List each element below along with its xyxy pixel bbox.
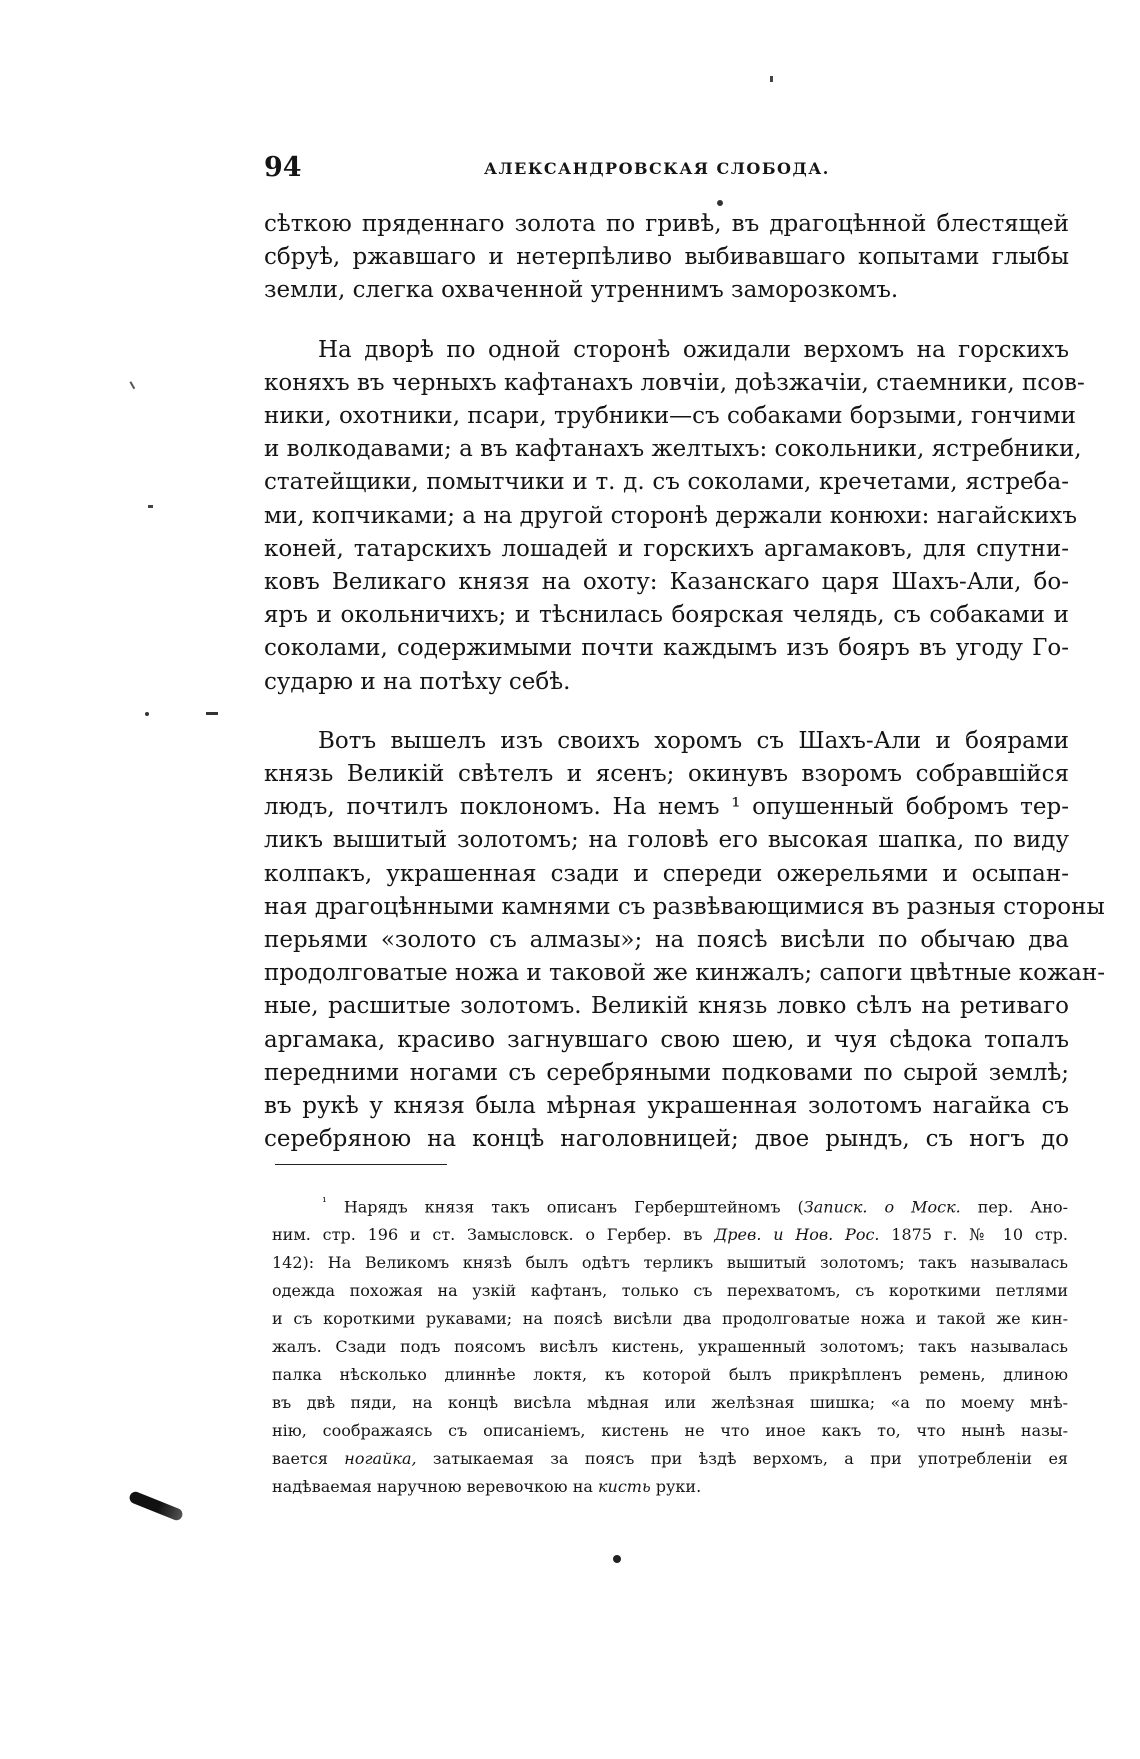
text-line: людъ, почтилъ поклономъ. На немъ ¹ опушенный бобромъ тер-	[264, 794, 1069, 821]
paragraph	[264, 208, 1069, 308]
text-line: въ рукѣ у князя была мѣрная украшенная золотомъ нагайка съ	[264, 1093, 1069, 1120]
text-line: серебряною на концѣ наголовницей; двое рындъ, съ ногъ до	[264, 1126, 1069, 1153]
text-line: продолговатые ножа и таковой же кинжалъ; сапоги цвѣтные кожан-	[264, 960, 1105, 987]
main-text	[264, 208, 1105, 1156]
text-line: аргамака, красиво загнувшаго свою шею, и чуя сѣдока топалъ	[264, 1026, 1069, 1053]
text-line: коней, татарскихъ лошадей и горскихъ аргамаковъ, для спутни-	[264, 535, 1069, 562]
footnote-marker: ¹	[322, 1195, 327, 1209]
text-line: коняхъ въ черныхъ кафтанахъ ловчiи, доѣзжачiи, стаемники, псов-	[264, 369, 1085, 396]
text-line: колпакъ, украшенная сзади и спереди ожерельями и осыпан-	[264, 860, 1069, 887]
footnote-line: одежда похожая на узкiй кафтанъ, только съ перехватомъ, съ короткими петлями	[272, 1281, 1068, 1301]
text-line: земли, слегка охваченной утреннимъ заморозкомъ.	[264, 277, 899, 304]
text-line: и волкодавами; а въ кафтанахъ желтыхъ: сокольники, ястребники,	[264, 436, 1082, 463]
footnote-line: нiю, соображаясь съ описанiемъ, кистень не что иное какъ то, что нынѣ назы-	[272, 1421, 1068, 1441]
text-line: князь Великiй свѣтелъ и ясенъ; окинувъ взоромъ собравшiйся	[264, 761, 1069, 788]
footnote-line: $^{^1}$ Нарядъ князя такъ описанъ Герберштейномъ (Записк. о Моск. пер. Ано-	[322, 1195, 1069, 1217]
text-line: ми, копчиками; а на другой сторонѣ держали конюхи: нагайскихъ	[264, 502, 1078, 529]
footnote-line: жалъ. Сзади подъ поясомъ висѣлъ кистень, украшенный золотомъ; такъ называлась	[272, 1337, 1068, 1357]
text-line: ные, расшитые золотомъ. Великiй князь ловко сѣлъ на ретиваго	[264, 993, 1069, 1020]
text-line: ковъ Великаго князя на охоту: Казанскаго царя Шахъ-Али, бо-	[264, 569, 1069, 596]
footnote-line: надѣваемая наручною веревочкою на кисть руки.	[272, 1477, 702, 1497]
footnote-line: ним. стр. 196 и ст. Замысловск. о Гербер. въ Древ. и Нов. Рос. 1875 г. № 10 стр.	[272, 1225, 1069, 1245]
text-line: ная драгоцѣнными камнями съ развѣвающимися въ разныя стороны	[264, 893, 1105, 920]
text-line: перьями «золото съ алмазы»; на поясѣ висѣли по обычаю два	[264, 927, 1069, 954]
footnote-line: палка нѣсколько длиннѣе локтя, къ которой былъ прикрѣпленъ ремень, длиною	[272, 1365, 1068, 1385]
scan-speck	[129, 379, 139, 389]
text-line: передними ногами съ серебряными подковами по сырой землѣ;	[264, 1059, 1069, 1086]
paragraph	[264, 725, 1105, 1157]
page-number: 94	[264, 152, 302, 183]
text-line: ники, охотники, псари, трубники—съ собаками борзыми, гончими	[264, 403, 1076, 430]
text-line: Вотъ вышелъ изъ своихъ хоромъ съ Шахъ-Али и боярами	[318, 727, 1069, 754]
footnote	[272, 1188, 1068, 1501]
page-header	[264, 152, 1069, 186]
text-line: яръ и окольничихъ; и тѣснилась боярская челядь, съ собаками и	[264, 602, 1069, 629]
text-line: статейщики, помытчики и т. д. съ соколами, кречетами, ястреба-	[264, 469, 1069, 496]
footnote-line: вается ногайка, затыкаемая за поясъ при ѣздѣ верхомъ, а при употребленiи ея	[272, 1449, 1068, 1469]
text-line: На дворѣ по одной сторонѣ ожидали верхомъ на горскихъ	[318, 336, 1069, 363]
footnote-line: въ двѣ пяди, на концѣ висѣла мѣдная или желѣзная шишка; «а по моему мнѣ-	[272, 1393, 1068, 1413]
scan-speck	[206, 712, 218, 715]
scan-speck	[148, 505, 153, 508]
footnote-divider	[275, 1164, 447, 1165]
text-line: сударю и на потѣху себѣ.	[264, 668, 571, 695]
running-title: АЛЕКСАНДРОВСКАЯ СЛОБОДА.	[484, 159, 830, 178]
scan-ink-stroke	[128, 1490, 184, 1522]
footnote-line: и съ короткими рукавами; на поясѣ висѣли два продолговатые ножа и такой же кин-	[272, 1309, 1068, 1329]
paragraph	[264, 334, 1085, 699]
scan-speck	[770, 76, 773, 82]
text-line: ликъ вышитый золотомъ; на головѣ его высокая шапка, по виду	[264, 827, 1069, 854]
scan-speck	[145, 712, 149, 716]
text-line: сбруѣ, ржавшаго и нетерпѣливо выбивавшаго копытами глыбы	[264, 244, 1069, 271]
footnote-line: 142): На Великомъ князѣ былъ одѣтъ терликъ вышитый золотомъ; такъ называлась	[272, 1253, 1068, 1273]
scan-speck	[613, 1555, 621, 1563]
text-line: сѣткою пряденнаго золота по гривѣ, въ драгоцѣнной блестящей	[264, 211, 1069, 237]
text-line: соколами, содержимыми почти каждымъ изъ бояръ въ угоду Го-	[264, 635, 1069, 662]
scan-speck	[717, 200, 723, 206]
